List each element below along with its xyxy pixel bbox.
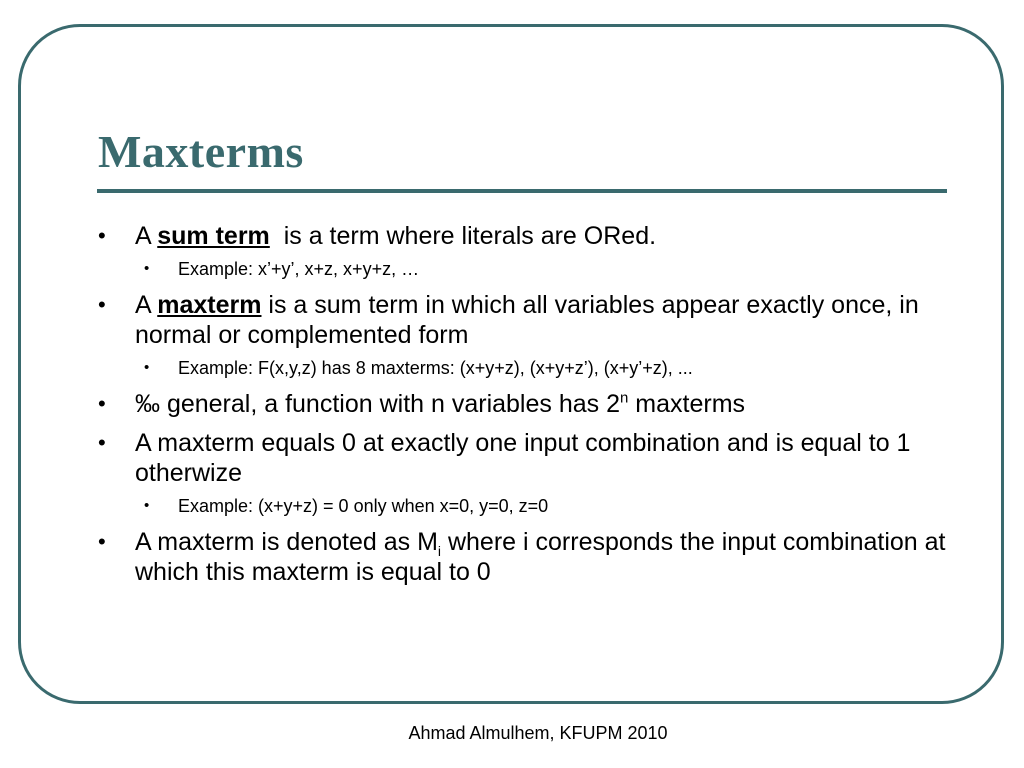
sub-bullet-equals-zero-example xyxy=(98,494,958,518)
bullet-text: A maxterm is denoted as M xyxy=(135,528,438,556)
bullet-text: is a sum term in which all variables appear exactly once, in normal or complemented form xyxy=(135,291,919,349)
bullet-list xyxy=(98,212,958,587)
bullet-text: where i corresponds the input combination at which this maxterm is equal to 0 xyxy=(135,528,946,586)
bullet-dot: • xyxy=(98,223,106,248)
bullet-text: is a term where literals are ORed. xyxy=(269,222,657,250)
bullet-sum-term xyxy=(98,221,958,251)
bullet-dot: • xyxy=(98,292,106,317)
garbled-glyph: ‰ xyxy=(135,390,160,418)
bullet-general xyxy=(98,389,958,419)
slide-title: Maxterms xyxy=(98,126,304,177)
bullet-maxterm-notation xyxy=(98,527,958,587)
sub-bullet-text: Example: x’+y’, x+z, x+y+z, … xyxy=(178,259,420,279)
sub-bullet-text: Example: (x+y+z) = 0 only when x=0, y=0, z=0 xyxy=(178,496,549,516)
bullet-dot: • xyxy=(98,430,106,455)
bullet-text: A maxterm equals 0 at exactly one input combination and is equal to 1 otherwize xyxy=(135,429,911,487)
bullet-text: A xyxy=(135,222,158,250)
sub-bullet-text: Example: F(x,y,z) has 8 maxterms: (x+y+z), (x+y+z’), (x+y’+z), ... xyxy=(178,358,693,378)
bullet-dot: • xyxy=(98,529,106,554)
sub-bullet-dot: • xyxy=(144,359,150,376)
slide-footer: Ahmad Almulhem, KFUPM 2010 xyxy=(408,723,668,743)
bullet-text: maxterms xyxy=(628,390,746,418)
sub-bullet-dot: • xyxy=(144,260,150,277)
subscript: i xyxy=(437,543,442,559)
bullet-maxterm-equals-zero xyxy=(98,428,958,488)
term-maxterm: maxterm xyxy=(157,291,262,319)
sub-bullet-sum-term-example xyxy=(98,257,958,281)
bullet-text: A xyxy=(135,291,158,319)
bullet-dot: • xyxy=(98,391,106,416)
sub-bullet-maxterm-example xyxy=(98,356,958,380)
title-underline xyxy=(97,189,947,193)
bullet-text: general, a function with n variables has 2 xyxy=(160,390,620,418)
term-sum-term: sum term xyxy=(157,222,270,250)
sub-bullet-dot: • xyxy=(144,497,150,514)
bullet-maxterm-definition xyxy=(98,290,958,350)
exponent: n xyxy=(620,389,629,407)
